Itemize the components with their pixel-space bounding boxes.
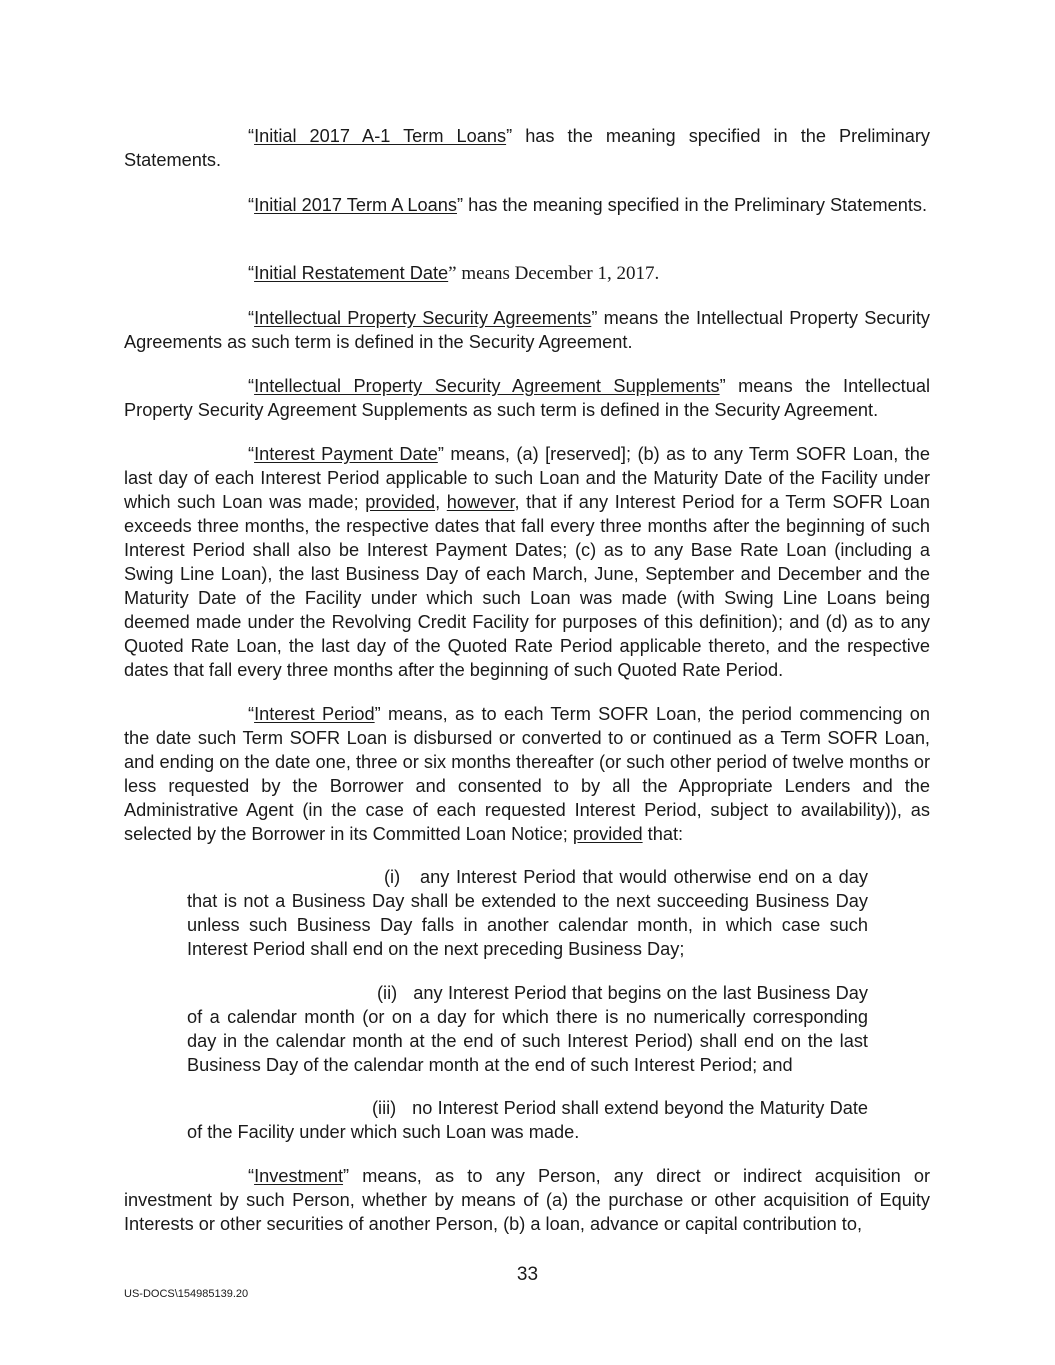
- clause-ii: (ii) any Interest Period that begins on the last Business Day of a calendar month (or on a day for which there is no numerically corresponding day in the calendar month at the end of such Interest Period) shall end on the last Business Day of the calendar month at the end of such Interest Period; and: [187, 983, 868, 1075]
- definition-investment: “Investment” means, as to any Person, any direct or indirect acquisition or investment by such Person, whether by means of (a) the purchase or other acquisition of Equity Interests or other securities of another Person, (b) a loan, advance or capital contribution to,: [124, 1166, 930, 1234]
- definition-initial-2017-a1-term-loans: “Initial 2017 A-1 Term Loans” has the meaning specified in the Preliminary Statements.: [124, 126, 930, 170]
- defined-term: Interest Payment Date: [254, 444, 438, 464]
- definition-initial-2017-term-a-loans: “Initial 2017 Term A Loans” has the meaning specified in the Preliminary Statements.: [248, 195, 928, 215]
- defined-term: Intellectual Property Security Agreement Supplements: [254, 376, 720, 396]
- definition-interest-payment-date: “Interest Payment Date” means, (a) [reserved]; (b) as to any Term SOFR Loan, the last day of each Interest Period applicable to such Loan and the Maturity Date of the Facility under which such Loan was made; provided, however, that if any Interest Period for a Term SOFR Loan exceeds three months, the respective dates that fall every three months after the beginning of such Interest Period shall also be Interest Payment Dates; (c) as to any Base Rate Loan (including a Swing Line Loan), the last Business Day of each March, June, September and December and the Maturity Date of the Facility under which such Loan was made (with Swing Line Loans being deemed made under the Revolving Credit Facility for purposes of this definition); and (d) as to any Quoted Rate Loan, the last day of the Quoted Rate Period applicable thereto, and the respective dates that fall every three months after the beginning of such Quoted Rate Period.: [124, 444, 931, 680]
- document-id: US-DOCS\154985139.20: [124, 1288, 249, 1300]
- page-number: 33: [516, 1264, 539, 1285]
- clause-iii: (iii) no Interest Period shall extend beyond the Maturity Date of the Facility under which such Loan was made.: [187, 1098, 868, 1142]
- defined-term: Interest Period: [254, 704, 375, 724]
- defined-term: Intellectual Property Security Agreements: [254, 308, 592, 328]
- definition-ip-security-agreements: “Intellectual Property Security Agreements” means the Intellectual Property Security Agreements as such term is defined in the Security Agreement.: [124, 308, 930, 352]
- definition-interest-period: “Interest Period” means, as to each Term SOFR Loan, the period commencing on the date such Term SOFR Loan is disbursed or converted to or continued as a Term SOFR Loan, and ending on the date one, three or six months thereafter (or such other period of twelve months or less requested by the Borrower and consented to by all the Appropriate Lenders and the Administrative Agent (in the case of each requested Interest Period, subject to availability)), as selected by the Borrower in its Committed Loan Notice; provided that:: [124, 704, 930, 844]
- definition-initial-restatement-date: “Initial Restatement Date” means December 1, 2017.: [248, 263, 660, 284]
- clause-i: (i) any Interest Period that would otherwise end on a day that is not a Business Day shall be extended to the next succeeding Business Day unless such Business Day falls in another calendar month, in which case such Interest Period shall end on the next preceding Business Day;: [187, 867, 868, 959]
- definition-ip-security-agreement-supplements: “Intellectual Property Security Agreement Supplements” means the Intellectual Property Security Agreement Supplements as such term is defined in the Security Agreement.: [124, 376, 930, 420]
- defined-term: Initial 2017 A-1 Term Loans: [254, 126, 507, 146]
- defined-term: Investment: [254, 1166, 344, 1186]
- defined-term: Initial Restatement Date: [254, 263, 449, 283]
- defined-term: Initial 2017 Term A Loans: [254, 195, 457, 215]
